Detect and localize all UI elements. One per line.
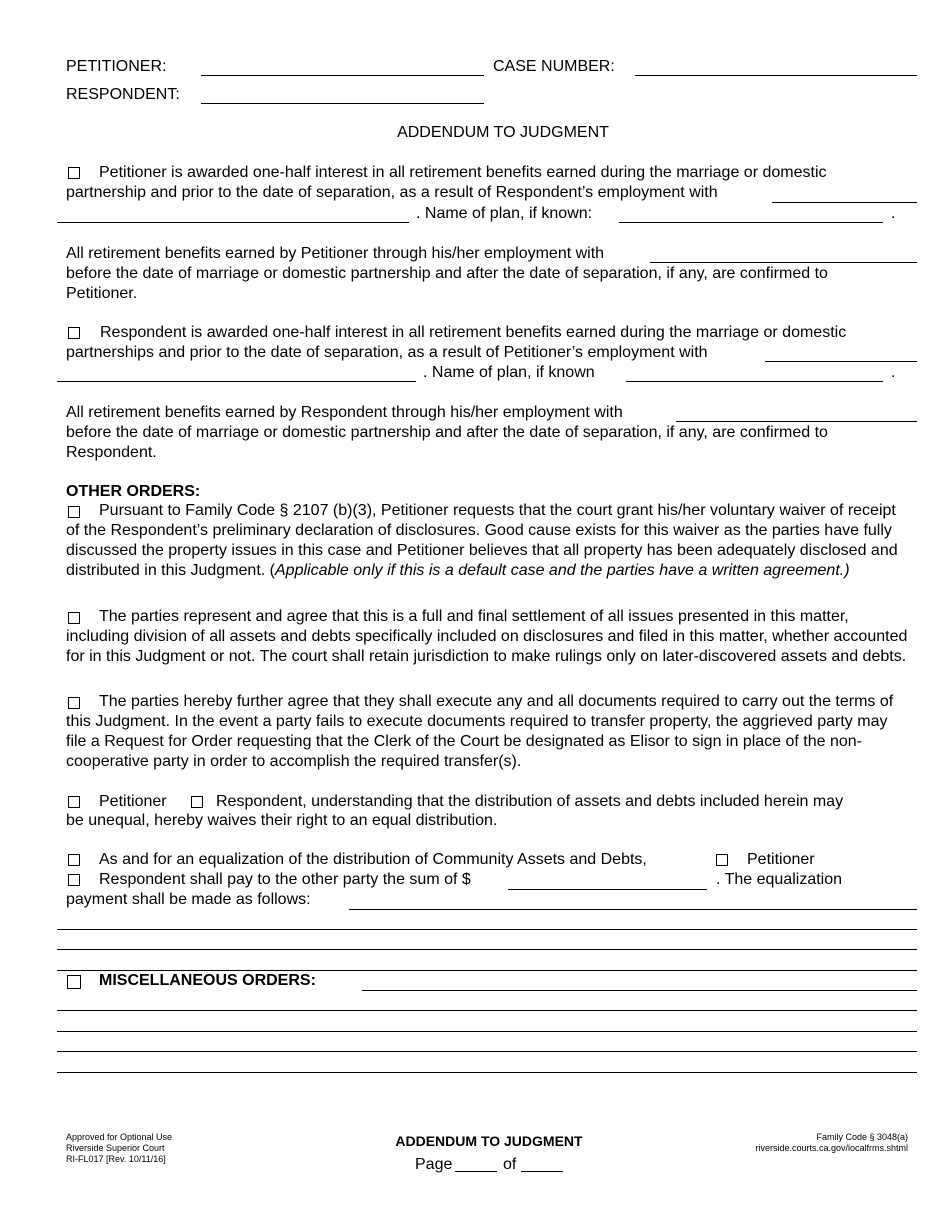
misc-orders-line-4[interactable] (57, 1051, 917, 1052)
equalization-line2: Respondent shall pay to the other party the sum of $ (99, 871, 471, 888)
petitioner-award-checkbox[interactable] (68, 167, 80, 179)
misc-orders-line-3[interactable] (57, 1031, 917, 1032)
footer-form-number: RI-FL017 [Rev. 10/11/16] (66, 1154, 166, 1164)
payment-terms-line-3[interactable] (57, 949, 917, 950)
petitioner-employer-award-field-cont[interactable] (57, 381, 416, 382)
waiver-paragraph (66, 501, 912, 581)
equalization-petitioner-label: Petitioner (747, 851, 815, 868)
footer-family-code: Family Code § 3048(a) (816, 1132, 908, 1142)
petitioner-field[interactable] (201, 75, 484, 76)
page-total-field[interactable] (521, 1171, 563, 1172)
equalization-line3: payment shall be made as follows: (66, 891, 311, 908)
unequal-respondent-checkbox[interactable] (191, 796, 203, 808)
unequal-petitioner-checkbox[interactable] (68, 796, 80, 808)
case-number-field[interactable] (635, 75, 917, 76)
respondent-employer-field[interactable] (772, 202, 917, 203)
equalization-checkbox[interactable] (68, 854, 80, 866)
respondent-confirm-line1: All retirement benefits earned by Respondent through his/her employment with (66, 404, 623, 421)
page-number-field[interactable] (455, 1171, 497, 1172)
equalization-line2-end: . The equalization (716, 871, 843, 888)
footer-page-label: Page (415, 1156, 453, 1173)
respondent-label: RESPONDENT: (66, 86, 180, 103)
petitioner-label: PETITIONER: (66, 58, 167, 75)
waiver-italic: Applicable only if this is a default case and the parties have a written agreement.) (275, 562, 850, 579)
equalization-amount-field[interactable] (508, 889, 707, 890)
respondent-employer-field-cont[interactable] (57, 222, 409, 223)
respondent-award-checkbox[interactable] (68, 327, 80, 339)
page-title: ADDENDUM TO JUDGMENT (397, 124, 609, 141)
respondent-confirm-line3: Respondent. (66, 444, 157, 461)
misc-orders-line-2[interactable] (57, 1010, 917, 1011)
footer-url: riverside.courts.ca.gov/localfrms.shtml (755, 1143, 908, 1153)
documents-paragraph: The parties hereby further agree that they shall execute any and all documents required to carry out the terms of this Judgment. In the event a party fails to execute documents required to transfer property, the aggrieved party may file a Request for Order requesting that the Clerk of the Court be designated as Elisor to sign in place of the non-cooperative party in order to accomplish the required transfer(s). (66, 693, 894, 770)
petitioner-award-line1: Petitioner is awarded one-half interest in all retirement benefits earned during the marriage or domestic (99, 164, 827, 181)
respondent-award-line2: partnerships and prior to the date of separation, as a result of Petitioner’s employment with (66, 344, 708, 361)
plan-name-field-2[interactable] (626, 381, 883, 382)
footer-court: Riverside Superior Court (66, 1143, 165, 1153)
respondent-employer-confirm-field[interactable] (676, 421, 917, 422)
settlement-paragraph: The parties represent and agree that this is a full and final settlement of all issues presented in this matter, including division of all assets and debts specifically included on disclosures and filed in this matter, whether accounted for in this Judgment or not. The court shall retain jurisdiction to make rulings only on later-discovered assets and debts. (66, 608, 908, 665)
misc-orders-line-5[interactable] (57, 1072, 917, 1073)
plan-name-field[interactable] (619, 222, 883, 223)
respondent-field[interactable] (201, 103, 484, 104)
other-orders-heading: OTHER ORDERS: (66, 483, 201, 500)
respondent-award-line1: Respondent is awarded one-half interest in all retirement benefits earned during the marriage or domestic (100, 324, 847, 341)
plan-name-label-2: . Name of plan, if known (423, 364, 595, 381)
payment-terms-field[interactable] (349, 909, 917, 910)
unequal-line2: be unequal, hereby waives their right to an equal distribution. (66, 812, 498, 829)
petitioner-employer-award-field[interactable] (765, 361, 917, 362)
misc-orders-checkbox[interactable] (67, 975, 81, 989)
equalization-respondent-checkbox[interactable] (68, 874, 80, 886)
footer-of-label: of (503, 1156, 517, 1173)
plan-name-label: . Name of plan, if known: (416, 205, 593, 222)
petitioner-confirm-line2: before the date of marriage or domestic partnership and after the date of separation, if any, are confirmed to (66, 265, 828, 282)
equalization-petitioner-checkbox[interactable] (716, 854, 728, 866)
footer-title: ADDENDUM TO JUDGMENT (395, 1133, 583, 1149)
footer-approved: Approved for Optional Use (66, 1132, 173, 1142)
unequal-petitioner-label: Petitioner (99, 793, 167, 810)
period-2: . (891, 364, 896, 381)
equalization-line1: As and for an equalization of the distribution of Community Assets and Debts, (99, 851, 647, 868)
misc-orders-heading: MISCELLANEOUS ORDERS: (99, 972, 316, 989)
case-number-label: CASE NUMBER: (493, 58, 615, 75)
petitioner-confirm-line1: All retirement benefits earned by Petitioner through his/her employment with (66, 245, 605, 262)
petitioner-confirm-line3: Petitioner. (66, 285, 138, 302)
waiver-text: Pursuant to Family Code § 2107 (b)(3), Petitioner requests that the court grant his/her voluntary waiver of receipt of the Respondent’s preliminary declaration of disclosures. Good cause exists for this waiver as the parties have fully discussed the property issues in this case and Petitioner believes that all property has been adequately disclosed and distributed in this Judgment. ( (66, 502, 898, 579)
misc-orders-field[interactable] (362, 990, 917, 991)
payment-terms-line-2[interactable] (57, 929, 917, 930)
unequal-respondent-text: Respondent, understanding that the distribution of assets and debts included herein may (216, 793, 844, 810)
petitioner-award-line2: partnership and prior to the date of separation, as a result of Respondent’s employment with (66, 184, 718, 201)
period: . (891, 205, 896, 222)
respondent-confirm-line2: before the date of marriage or domestic partnership and after the date of separation, if any, are confirmed to (66, 424, 828, 441)
petitioner-employer-field[interactable] (650, 262, 917, 263)
